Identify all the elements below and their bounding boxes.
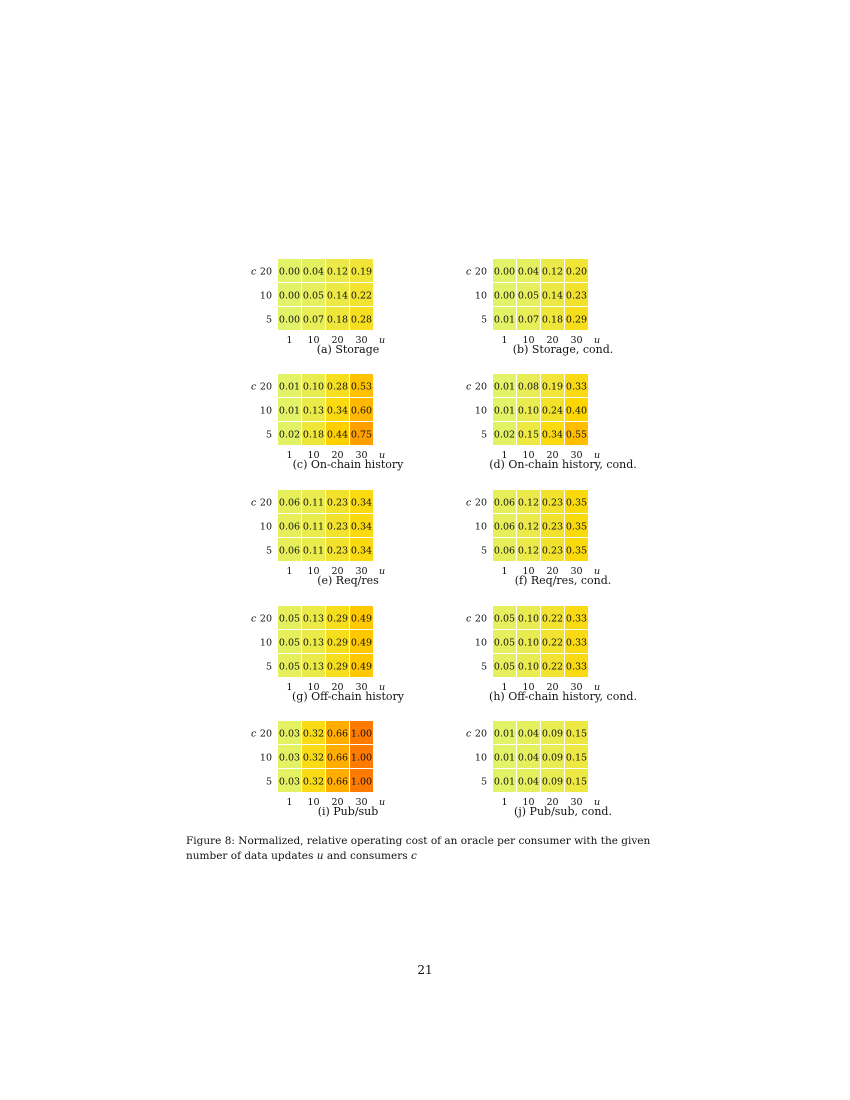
y-tick-label: 20 [259,266,272,278]
caption-text: Figure 8: Normalized, relative operating cost of an oracle per consumer with the given number of data updates [186,835,651,862]
x-tick-label: 10 [307,450,320,461]
heatmap-chart [463,490,663,577]
heatmap-chart [248,490,448,577]
x-tick-label: 10 [307,566,320,577]
cell-value-label: 0.32 [302,752,325,764]
x-tick-label: 10 [522,797,535,808]
y-tick-label: 5 [480,429,487,441]
cell-value-label: 0.04 [302,266,325,278]
cell-value-label: 0.33 [565,381,588,393]
cell-value-label: 0.19 [541,381,564,393]
heatmap-panel [463,606,663,716]
heatmap-chart [248,721,448,808]
cell-value-label: 0.22 [350,290,373,302]
cell-value-label: 0.05 [278,661,301,673]
cell-value-label: 0.03 [278,752,301,764]
subfigure-caption: (j) Pub/sub, cond. [514,805,612,818]
heatmap-panel [463,374,663,484]
heatmap-chart [463,721,663,808]
cell-value-label: 0.01 [278,405,301,417]
x-tick-label: 20 [546,450,559,461]
cell-value-label: 0.06 [278,521,301,533]
cell-value-label: 0.06 [493,497,516,509]
x-tick-label: 20 [331,566,344,577]
y-axis-label: c [466,613,472,625]
cell-value-label: 0.33 [565,613,588,625]
y-tick-label: 5 [265,429,272,441]
cell-value-label: 0.33 [565,661,588,673]
cell-value-label: 0.05 [302,290,325,302]
cell-value-label: 0.01 [493,381,516,393]
y-tick-label: 20 [474,497,487,509]
x-axis-label: u [379,797,386,808]
y-axis-label: c [466,266,472,278]
y-tick-label: 5 [480,661,487,673]
subfigure-caption: (h) Off-chain history, cond. [489,690,637,703]
x-tick-label: 20 [546,797,559,808]
y-tick-label: 20 [259,728,272,740]
y-tick-label: 10 [259,405,272,417]
cell-value-label: 0.00 [278,290,301,302]
cell-value-label: 0.12 [517,521,540,533]
page-number: 21 [417,963,433,977]
cell-value-label: 0.35 [565,521,588,533]
x-tick-label: 30 [570,682,583,693]
cell-value-label: 0.34 [541,429,564,441]
cell-value-label: 0.66 [326,728,349,740]
cell-value-label: 0.10 [302,381,325,393]
subfigure-caption: (g) Off-chain history [292,690,404,703]
y-axis-label: c [251,266,257,278]
y-tick-label: 5 [480,545,487,557]
cell-value-label: 0.13 [302,613,325,625]
cell-value-label: 0.23 [541,545,564,557]
cell-value-label: 0.15 [517,429,540,441]
heatmap-panel [463,721,663,831]
heatmap-chart [463,606,663,693]
heatmap-panel [248,259,448,369]
cell-value-label: 0.05 [493,661,516,673]
cell-value-label: 0.15 [565,728,588,740]
cell-value-label: 0.32 [302,728,325,740]
cell-value-label: 0.12 [326,266,349,278]
subfigure-caption: (f) Req/res, cond. [514,574,612,587]
cell-value-label: 0.06 [278,497,301,509]
cell-value-label: 0.09 [541,752,564,764]
x-axis-label: u [379,335,386,346]
y-tick-label: 5 [480,776,487,788]
cell-value-label: 0.14 [541,290,564,302]
cell-value-label: 0.02 [278,429,301,441]
cell-value-label: 0.23 [326,545,349,557]
heatmap-panel [463,259,663,369]
cell-value-label: 0.23 [541,521,564,533]
subfigure-caption: (b) Storage, cond. [512,343,614,356]
cell-value-label: 0.12 [517,497,540,509]
cell-value-label: 0.01 [493,776,516,788]
cell-value-label: 0.40 [565,405,588,417]
cell-value-label: 0.19 [350,266,373,278]
cell-value-label: 0.14 [326,290,349,302]
cell-value-label: 0.29 [326,637,349,649]
x-tick-label: 1 [286,450,293,461]
y-tick-label: 10 [259,637,272,649]
x-tick-label: 30 [355,797,368,808]
cell-value-label: 0.07 [302,314,325,326]
cell-value-label: 0.35 [565,545,588,557]
y-tick-label: 20 [474,266,487,278]
cell-value-label: 0.00 [278,314,301,326]
cell-value-label: 0.13 [302,661,325,673]
y-axis-label: c [251,613,257,625]
heatmap-chart [248,606,448,693]
x-axis-label: u [379,566,386,577]
cell-value-label: 0.29 [565,314,588,326]
cell-value-label: 0.55 [565,429,588,441]
x-axis-label: u [594,566,601,577]
y-tick-label: 5 [480,314,487,326]
cell-value-label: 0.12 [541,266,564,278]
x-tick-label: 10 [307,682,320,693]
cell-value-label: 0.75 [350,429,373,441]
subfigure-caption: (e) Req/res [317,574,379,587]
cell-value-label: 0.23 [541,497,564,509]
y-tick-label: 20 [474,381,487,393]
cell-value-label: 0.01 [493,314,516,326]
x-tick-label: 20 [546,335,559,346]
cell-value-label: 0.33 [565,637,588,649]
x-axis-label: u [594,797,601,808]
x-axis-label: u [379,450,386,461]
cell-value-label: 0.06 [278,545,301,557]
cell-value-label: 0.04 [517,728,540,740]
cell-value-label: 0.18 [541,314,564,326]
x-tick-label: 1 [501,797,508,808]
y-axis-label: c [251,728,257,740]
cell-value-label: 0.66 [326,752,349,764]
cell-value-label: 0.18 [302,429,325,441]
cell-value-label: 0.28 [326,381,349,393]
cell-value-label: 0.04 [517,266,540,278]
cell-value-label: 0.00 [493,290,516,302]
cell-value-label: 0.07 [517,314,540,326]
cell-value-label: 0.49 [350,637,373,649]
y-tick-label: 20 [259,497,272,509]
x-tick-label: 30 [570,335,583,346]
x-tick-label: 10 [307,797,320,808]
x-tick-label: 30 [355,335,368,346]
heatmap-chart [463,259,663,346]
subfigure-caption: (i) Pub/sub [317,805,379,818]
x-tick-label: 30 [570,566,583,577]
x-axis-label: u [594,450,601,461]
cell-value-label: 0.11 [302,521,325,533]
x-tick-label: 10 [522,450,535,461]
heatmap-panel [248,490,448,600]
cell-value-label: 0.29 [326,661,349,673]
subfigure-caption: (c) On-chain history [292,458,404,471]
x-tick-label: 1 [286,682,293,693]
x-tick-label: 1 [501,450,508,461]
y-axis-label: c [466,728,472,740]
heatmap-panel [463,490,663,600]
cell-value-label: 0.22 [541,637,564,649]
x-tick-label: 1 [501,335,508,346]
cell-value-label: 0.53 [350,381,373,393]
cell-value-label: 0.03 [278,728,301,740]
cell-value-label: 1.00 [350,752,373,764]
cell-value-label: 0.06 [493,545,516,557]
cell-value-label: 0.22 [541,661,564,673]
heatmap-panel [248,721,448,831]
y-axis-label: c [466,497,472,509]
caption-text-mid: and consumers [326,850,408,862]
cell-value-label: 0.05 [278,637,301,649]
heatmap-panel [248,606,448,716]
y-tick-label: 10 [474,521,487,533]
cell-value-label: 0.01 [493,728,516,740]
y-tick-label: 5 [265,314,272,326]
y-tick-label: 20 [259,613,272,625]
x-tick-label: 20 [331,797,344,808]
x-tick-label: 10 [522,682,535,693]
cell-value-label: 0.02 [493,429,516,441]
y-tick-label: 5 [265,776,272,788]
cell-value-label: 0.34 [350,521,373,533]
figure-caption [186,834,676,864]
cell-value-label: 0.01 [493,752,516,764]
cell-value-label: 0.05 [493,613,516,625]
cell-value-label: 0.60 [350,405,373,417]
x-axis-label: u [379,682,386,693]
cell-value-label: 0.12 [517,545,540,557]
cell-value-label: 0.05 [517,290,540,302]
cell-value-label: 0.34 [326,405,349,417]
x-tick-label: 1 [286,566,293,577]
x-tick-label: 1 [501,682,508,693]
y-tick-label: 10 [474,405,487,417]
cell-value-label: 0.10 [517,405,540,417]
cell-value-label: 0.22 [541,613,564,625]
y-tick-label: 5 [265,661,272,673]
y-tick-label: 20 [259,381,272,393]
cell-value-label: 0.35 [565,497,588,509]
cell-value-label: 0.09 [541,776,564,788]
x-tick-label: 20 [331,335,344,346]
cell-value-label: 0.05 [493,637,516,649]
heatmap-chart [463,374,663,461]
cell-value-label: 0.15 [565,776,588,788]
y-axis-label: c [251,381,257,393]
subfigure-caption: (d) On-chain history, cond. [489,458,637,471]
cell-value-label: 0.28 [350,314,373,326]
heatmap-chart [248,259,448,346]
cell-value-label: 0.10 [517,613,540,625]
y-tick-label: 10 [474,637,487,649]
cell-value-label: 0.00 [493,266,516,278]
cell-value-label: 0.00 [278,266,301,278]
cell-value-label: 0.10 [517,661,540,673]
x-tick-label: 20 [331,682,344,693]
cell-value-label: 0.05 [278,613,301,625]
cell-value-label: 0.08 [517,381,540,393]
caption-var-u: u [316,850,324,862]
cell-value-label: 0.20 [565,266,588,278]
cell-value-label: 0.01 [493,405,516,417]
cell-value-label: 0.49 [350,661,373,673]
cell-value-label: 0.11 [302,497,325,509]
x-tick-label: 30 [570,797,583,808]
cell-value-label: 0.13 [302,405,325,417]
y-axis-label: c [466,381,472,393]
y-tick-label: 10 [474,752,487,764]
cell-value-label: 0.01 [278,381,301,393]
cell-value-label: 0.04 [517,776,540,788]
cell-value-label: 0.04 [517,752,540,764]
cell-value-label: 0.32 [302,776,325,788]
cell-value-label: 0.18 [326,314,349,326]
cell-value-label: 0.66 [326,776,349,788]
cell-value-label: 0.23 [326,521,349,533]
x-tick-label: 20 [546,682,559,693]
cell-value-label: 0.09 [541,728,564,740]
cell-value-label: 0.06 [493,521,516,533]
cell-value-label: 0.23 [326,497,349,509]
cell-value-label: 0.44 [326,429,349,441]
cell-value-label: 0.10 [517,637,540,649]
x-tick-label: 10 [522,335,535,346]
caption-var-c: c [410,850,417,862]
y-tick-label: 10 [474,290,487,302]
cell-value-label: 0.34 [350,497,373,509]
x-tick-label: 1 [286,797,293,808]
y-tick-label: 5 [265,545,272,557]
y-tick-label: 10 [259,752,272,764]
cell-value-label: 0.15 [565,752,588,764]
subfigure-caption: (a) Storage [316,343,380,356]
y-tick-label: 10 [259,521,272,533]
y-tick-label: 20 [474,728,487,740]
x-tick-label: 30 [355,450,368,461]
cell-value-label: 0.29 [326,613,349,625]
cell-value-label: 0.24 [541,405,564,417]
cell-value-label: 0.13 [302,637,325,649]
x-tick-label: 10 [522,566,535,577]
heatmap-chart [248,374,448,461]
x-tick-label: 20 [546,566,559,577]
y-axis-label: c [251,497,257,509]
heatmap-panel [248,374,448,484]
cell-value-label: 0.03 [278,776,301,788]
x-tick-label: 30 [570,450,583,461]
y-tick-label: 10 [259,290,272,302]
cell-value-label: 1.00 [350,728,373,740]
x-tick-label: 20 [331,450,344,461]
cell-value-label: 0.11 [302,545,325,557]
x-tick-label: 1 [286,335,293,346]
x-tick-label: 1 [501,566,508,577]
cell-value-label: 0.34 [350,545,373,557]
y-tick-label: 20 [474,613,487,625]
cell-value-label: 0.23 [565,290,588,302]
x-tick-label: 30 [355,566,368,577]
cell-value-label: 1.00 [350,776,373,788]
x-tick-label: 30 [355,682,368,693]
x-axis-label: u [594,682,601,693]
x-tick-label: 10 [307,335,320,346]
x-axis-label: u [594,335,601,346]
cell-value-label: 0.49 [350,613,373,625]
